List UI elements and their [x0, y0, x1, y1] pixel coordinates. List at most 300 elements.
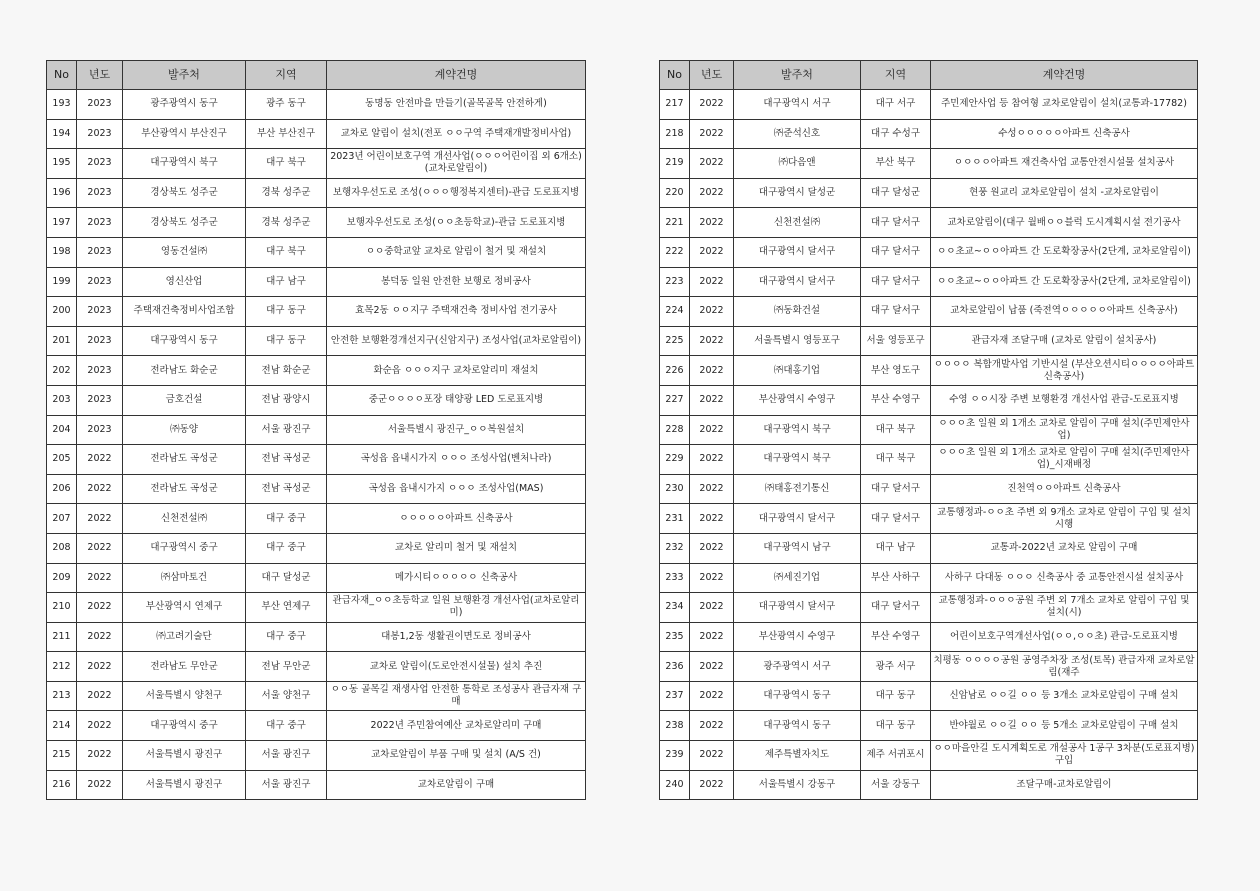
header-col-no: No [660, 61, 690, 90]
table-row [47, 90, 586, 120]
col-client-cell: 대구광역시 중구 [123, 533, 246, 563]
col-client-cell: 대구광역시 북구 [123, 149, 246, 179]
col-contract-cell: 수영 ㅇㅇ시장 주변 보행환경 개선사업 관급-도로표지병 [931, 385, 1198, 415]
table-row [47, 474, 586, 504]
col-no-cell: 230 [660, 474, 690, 504]
col-no-cell: 193 [47, 90, 77, 120]
table-row [660, 178, 1198, 208]
col-year-cell: 2023 [77, 149, 123, 179]
col-year-cell: 2023 [77, 385, 123, 415]
col-no-cell: 228 [660, 415, 690, 445]
table-row [47, 415, 586, 445]
col-client-cell: 전라남도 곡성군 [123, 474, 246, 504]
col-contract-cell: 교차로 알리미 철거 및 재설치 [327, 533, 586, 563]
col-region-cell: 대구 달서구 [861, 297, 931, 327]
col-no-cell: 222 [660, 237, 690, 267]
col-contract-cell: 교차로 알림이 설치(전포 ㅇㅇ구역 주택재개발정비사업) [327, 119, 586, 149]
header-col-no: No [47, 61, 77, 90]
col-region-cell: 대구 달서구 [861, 593, 931, 623]
col-region-cell: 광주 서구 [861, 652, 931, 682]
col-region-cell: 부산 수영구 [861, 622, 931, 652]
table-row [660, 741, 1198, 771]
col-contract-cell: 수성ㅇㅇㅇㅇㅇ아파트 신축공사 [931, 119, 1198, 149]
col-no-cell: 239 [660, 741, 690, 771]
col-region-cell: 서울 광진구 [246, 741, 327, 771]
col-year-cell: 2022 [690, 356, 734, 386]
col-region-cell: 대구 달서구 [861, 267, 931, 297]
col-no-cell: 205 [47, 445, 77, 475]
col-contract-cell: 안전한 보행환경개선지구(신암지구) 조성사업(교차로알림이) [327, 326, 586, 356]
col-contract-cell: ㅇㅇ중학교앞 교차로 알림이 철거 및 재설치 [327, 237, 586, 267]
col-year-cell: 2022 [690, 593, 734, 623]
col-no-cell: 226 [660, 356, 690, 386]
col-client-cell: 서울특별시 광진구 [123, 770, 246, 800]
col-region-cell: 부산 영도구 [861, 356, 931, 386]
col-contract-cell: 진천역ㅇㅇ아파트 신축공사 [931, 474, 1198, 504]
col-no-cell: 199 [47, 267, 77, 297]
col-no-cell: 224 [660, 297, 690, 327]
col-year-cell: 2022 [690, 504, 734, 534]
col-client-cell: ㈜준석신호 [734, 119, 861, 149]
col-year-cell: 2022 [77, 741, 123, 771]
table-row [660, 770, 1198, 800]
table-row [660, 445, 1198, 475]
col-region-cell: 부산 수영구 [861, 385, 931, 415]
col-year-cell: 2022 [690, 90, 734, 120]
col-region-cell: 대구 달서구 [861, 474, 931, 504]
col-client-cell: 대구광역시 달서구 [734, 267, 861, 297]
col-no-cell: 235 [660, 622, 690, 652]
col-contract-cell: ㅇㅇ마을안길 도시계획도로 개설공사 1공구 3차분(도로표지병)구입 [931, 741, 1198, 771]
col-year-cell: 2022 [690, 711, 734, 741]
col-client-cell: 대구광역시 달서구 [734, 237, 861, 267]
table-row [47, 445, 586, 475]
col-year-cell: 2022 [690, 267, 734, 297]
header-col-year: 년도 [77, 61, 123, 90]
col-client-cell: 영동건설㈜ [123, 237, 246, 267]
col-contract-cell: ㅇㅇㅇㅇ 복합개발사업 기반시설 (부산오션시티ㅇㅇㅇㅇ아파트 신축공사) [931, 356, 1198, 386]
col-contract-cell: 반야월로 ㅇㅇ길 ㅇㅇ 등 5개소 교차로알림이 구매 설치 [931, 711, 1198, 741]
col-client-cell: 서울특별시 광진구 [123, 741, 246, 771]
col-no-cell: 196 [47, 178, 77, 208]
table-row [660, 119, 1198, 149]
col-region-cell: 대구 중구 [246, 711, 327, 741]
col-client-cell: 서울특별시 양천구 [123, 681, 246, 711]
col-contract-cell: 보행자우선도로 조성(ㅇㅇ초등학교)-관급 도로표지병 [327, 208, 586, 238]
header-col-year: 년도 [690, 61, 734, 90]
col-client-cell: 대구광역시 북구 [734, 445, 861, 475]
col-no-cell: 197 [47, 208, 77, 238]
table-row [660, 356, 1198, 386]
col-contract-cell: 2022년 주민참여예산 교차로알리미 구매 [327, 711, 586, 741]
col-contract-cell: 교차로알림이 부품 구매 및 설치 (A/S 건) [327, 741, 586, 771]
col-region-cell: 경북 성주군 [246, 208, 327, 238]
table-row [660, 385, 1198, 415]
col-no-cell: 212 [47, 652, 77, 682]
col-year-cell: 2022 [690, 741, 734, 771]
table-row [660, 622, 1198, 652]
col-region-cell: 전남 곡성군 [246, 445, 327, 475]
table-row [47, 237, 586, 267]
col-client-cell: 부산광역시 수영구 [734, 385, 861, 415]
col-year-cell: 2022 [77, 445, 123, 475]
col-year-cell: 2022 [690, 326, 734, 356]
col-region-cell: 대구 중구 [246, 504, 327, 534]
col-year-cell: 2023 [77, 356, 123, 386]
col-region-cell: 대구 남구 [861, 533, 931, 563]
col-region-cell: 대구 동구 [861, 711, 931, 741]
col-no-cell: 215 [47, 741, 77, 771]
col-region-cell: 경북 성주군 [246, 178, 327, 208]
col-no-cell: 214 [47, 711, 77, 741]
col-client-cell: 대구광역시 달서구 [734, 504, 861, 534]
col-no-cell: 219 [660, 149, 690, 179]
header-col-region: 지역 [861, 61, 931, 90]
col-year-cell: 2022 [690, 445, 734, 475]
col-contract-cell: ㅇㅇㅇㅇㅇ아파트 신축공사 [327, 504, 586, 534]
col-region-cell: 부산 사하구 [861, 563, 931, 593]
col-no-cell: 232 [660, 533, 690, 563]
col-year-cell: 2022 [690, 149, 734, 179]
col-region-cell: 대구 북구 [861, 445, 931, 475]
header-col-client: 발주처 [123, 61, 246, 90]
col-contract-cell: 봉덕동 일원 안전한 보행로 정비공사 [327, 267, 586, 297]
col-region-cell: 대구 달성군 [246, 563, 327, 593]
col-contract-cell: 효목2동 ㅇㅇ지구 주택재건축 정비사업 전기공사 [327, 297, 586, 327]
col-contract-cell: ㅇㅇㅇ초 일원 외 1개소 교차로 알림이 구매 설치(주민제안사업)_시재배정 [931, 445, 1198, 475]
table-row [47, 770, 586, 800]
table-row [47, 652, 586, 682]
col-contract-cell: 신암남로 ㅇㅇ길 ㅇㅇ 등 3개소 교차로알림이 구매 설치 [931, 681, 1198, 711]
table-row [47, 504, 586, 534]
table-row [47, 208, 586, 238]
col-region-cell: 대구 달서구 [861, 208, 931, 238]
col-client-cell: 부산광역시 부산진구 [123, 119, 246, 149]
col-region-cell: 대구 달서구 [861, 237, 931, 267]
table-row [47, 119, 586, 149]
col-contract-cell: ㅇㅇ초교~ㅇㅇ아파트 간 도로확장공사(2단계, 교차로알림이) [931, 237, 1198, 267]
table-row [660, 563, 1198, 593]
col-region-cell: 대구 북구 [246, 149, 327, 179]
col-region-cell: 광주 동구 [246, 90, 327, 120]
col-contract-cell: 교차로 알림이(도로안전시설물) 설치 추진 [327, 652, 586, 682]
col-no-cell: 210 [47, 593, 77, 623]
col-client-cell: 신천전설㈜ [734, 208, 861, 238]
col-contract-cell: 교통과-2022년 교차로 알림이 구매 [931, 533, 1198, 563]
col-region-cell: 대구 중구 [246, 622, 327, 652]
col-client-cell: ㈜대홍기업 [734, 356, 861, 386]
header-col-client: 발주처 [734, 61, 861, 90]
header-col-contract: 계약건명 [327, 61, 586, 90]
col-contract-cell: ㅇㅇㅇㅇ아파트 재건축사업 교통안전시설물 설치공사 [931, 149, 1198, 179]
col-no-cell: 200 [47, 297, 77, 327]
col-year-cell: 2022 [690, 297, 734, 327]
table-row [660, 711, 1198, 741]
col-client-cell: 전라남도 곡성군 [123, 445, 246, 475]
col-region-cell: 제주 서귀포시 [861, 741, 931, 771]
col-region-cell: 전남 곡성군 [246, 474, 327, 504]
col-no-cell: 233 [660, 563, 690, 593]
table-row [660, 533, 1198, 563]
col-contract-cell: 곡성읍 읍내시가지 ㅇㅇㅇ 조성사업(MAS) [327, 474, 586, 504]
col-contract-cell: 교통행정과-ㅇㅇ초 주변 외 9개소 교차로 알림이 구입 및 설치 시행 [931, 504, 1198, 534]
col-client-cell: 주택재건축정비사업조합 [123, 297, 246, 327]
col-region-cell: 대구 북구 [246, 237, 327, 267]
col-client-cell: ㈜동양 [123, 415, 246, 445]
col-region-cell: 대구 수성구 [861, 119, 931, 149]
table-row [660, 326, 1198, 356]
col-client-cell: 전라남도 화순군 [123, 356, 246, 386]
col-contract-cell: 중군ㅇㅇㅇㅇ포장 태양광 LED 도로표지병 [327, 385, 586, 415]
table-row [47, 326, 586, 356]
col-no-cell: 206 [47, 474, 77, 504]
table-row [47, 385, 586, 415]
header-row [660, 61, 1198, 90]
col-year-cell: 2022 [690, 533, 734, 563]
col-client-cell: 부산광역시 연제구 [123, 593, 246, 623]
col-no-cell: 203 [47, 385, 77, 415]
col-no-cell: 204 [47, 415, 77, 445]
col-no-cell: 227 [660, 385, 690, 415]
col-contract-cell: 서울특별시 광진구_ㅇㅇ복원설치 [327, 415, 586, 445]
table-row [47, 622, 586, 652]
col-year-cell: 2022 [690, 415, 734, 445]
table-row [660, 237, 1198, 267]
col-year-cell: 2022 [77, 593, 123, 623]
table-row [660, 652, 1198, 682]
col-region-cell: 서울 광진구 [246, 415, 327, 445]
table-row [47, 593, 586, 623]
col-client-cell: 경상북도 성주군 [123, 178, 246, 208]
col-region-cell: 대구 북구 [861, 415, 931, 445]
col-client-cell: 경상북도 성주군 [123, 208, 246, 238]
col-client-cell: ㈜태홍전기통신 [734, 474, 861, 504]
table-row [47, 178, 586, 208]
col-contract-cell: 교차로알림이(대구 월배ㅇㅇ블럭 도시계획시설 전기공사 [931, 208, 1198, 238]
col-client-cell: ㈜고려기술단 [123, 622, 246, 652]
col-year-cell: 2023 [77, 297, 123, 327]
col-contract-cell: ㅇㅇ초교~ㅇㅇ아파트 간 도로확장공사(2단계, 교차로알림이) [931, 267, 1198, 297]
col-year-cell: 2022 [77, 770, 123, 800]
col-year-cell: 2022 [690, 208, 734, 238]
col-year-cell: 2022 [690, 622, 734, 652]
table-row [660, 297, 1198, 327]
col-contract-cell: 교차로알림이 구매 [327, 770, 586, 800]
col-year-cell: 2023 [77, 326, 123, 356]
col-contract-cell: 대봉1,2동 생활권이면도로 정비공사 [327, 622, 586, 652]
contract-table-right [659, 60, 1198, 800]
col-client-cell: 광주광역시 서구 [734, 652, 861, 682]
col-region-cell: 대구 서구 [861, 90, 931, 120]
col-no-cell: 213 [47, 681, 77, 711]
col-year-cell: 2022 [690, 652, 734, 682]
col-client-cell: 영신산업 [123, 267, 246, 297]
col-client-cell: 광주광역시 동구 [123, 90, 246, 120]
col-client-cell: 부산광역시 수영구 [734, 622, 861, 652]
col-client-cell: 대구광역시 동구 [734, 681, 861, 711]
col-year-cell: 2023 [77, 119, 123, 149]
table-row [660, 681, 1198, 711]
col-client-cell: ㈜다음앤 [734, 149, 861, 179]
col-client-cell: 대구광역시 북구 [734, 415, 861, 445]
table-row [660, 267, 1198, 297]
col-year-cell: 2022 [690, 474, 734, 504]
col-no-cell: 240 [660, 770, 690, 800]
table-row [660, 90, 1198, 120]
col-region-cell: 전남 무안군 [246, 652, 327, 682]
col-client-cell: ㈜동화건설 [734, 297, 861, 327]
col-client-cell: 대구광역시 동구 [734, 711, 861, 741]
col-no-cell: 209 [47, 563, 77, 593]
col-year-cell: 2022 [77, 504, 123, 534]
col-year-cell: 2022 [690, 119, 734, 149]
col-region-cell: 전남 광양시 [246, 385, 327, 415]
col-contract-cell: ㅇㅇㅇ초 일원 외 1개소 교차로 알림이 구매 설치(주민제안사업) [931, 415, 1198, 445]
table-row [47, 533, 586, 563]
col-year-cell: 2022 [690, 237, 734, 267]
col-client-cell: 신천전설㈜ [123, 504, 246, 534]
col-region-cell: 서울 양천구 [246, 681, 327, 711]
col-no-cell: 218 [660, 119, 690, 149]
col-year-cell: 2022 [77, 652, 123, 682]
col-contract-cell: 치평동 ㅇㅇㅇㅇ공원 공영주차장 조성(토목) 관급자재 교차로알림(재주 [931, 652, 1198, 682]
col-no-cell: 225 [660, 326, 690, 356]
col-year-cell: 2023 [77, 178, 123, 208]
header-col-contract: 계약건명 [931, 61, 1198, 90]
col-region-cell: 부산 북구 [861, 149, 931, 179]
col-region-cell: 대구 동구 [861, 681, 931, 711]
table-row [660, 208, 1198, 238]
col-region-cell: 대구 중구 [246, 533, 327, 563]
col-year-cell: 2022 [690, 178, 734, 208]
col-contract-cell: 화순읍 ㅇㅇㅇ지구 교차로알리미 재설치 [327, 356, 586, 386]
col-no-cell: 229 [660, 445, 690, 475]
col-client-cell: 서울특별시 영등포구 [734, 326, 861, 356]
col-year-cell: 2023 [77, 237, 123, 267]
col-year-cell: 2023 [77, 90, 123, 120]
col-contract-cell: 현풍 원교리 교차로알림이 설치 -교차로알림이 [931, 178, 1198, 208]
col-client-cell: ㈜삼마토건 [123, 563, 246, 593]
table-row [660, 149, 1198, 179]
col-no-cell: 234 [660, 593, 690, 623]
col-no-cell: 217 [660, 90, 690, 120]
col-region-cell: 부산 부산진구 [246, 119, 327, 149]
col-year-cell: 2022 [690, 770, 734, 800]
col-no-cell: 237 [660, 681, 690, 711]
col-region-cell: 대구 달서구 [861, 504, 931, 534]
col-no-cell: 223 [660, 267, 690, 297]
table-row [47, 267, 586, 297]
col-region-cell: 대구 동구 [246, 326, 327, 356]
col-region-cell: 대구 남구 [246, 267, 327, 297]
table-row [47, 741, 586, 771]
col-contract-cell: 조달구매-교차로알림이 [931, 770, 1198, 800]
header-col-region: 지역 [246, 61, 327, 90]
col-client-cell: 대구광역시 달서구 [734, 593, 861, 623]
col-client-cell: ㈜세진기업 [734, 563, 861, 593]
col-client-cell: 서울특별시 강동구 [734, 770, 861, 800]
col-year-cell: 2022 [77, 681, 123, 711]
col-contract-cell: 보행자우선도로 조성(ㅇㅇㅇ행정복지센터)-관급 도로표지병 [327, 178, 586, 208]
table-row [660, 504, 1198, 534]
col-contract-cell: 메가시티ㅇㅇㅇㅇㅇ 신축공사 [327, 563, 586, 593]
col-no-cell: 216 [47, 770, 77, 800]
col-client-cell: 제주특별자치도 [734, 741, 861, 771]
col-client-cell: 대구광역시 남구 [734, 533, 861, 563]
table-row [47, 356, 586, 386]
col-no-cell: 194 [47, 119, 77, 149]
col-region-cell: 부산 연제구 [246, 593, 327, 623]
table-row [660, 593, 1198, 623]
col-client-cell: 금호건설 [123, 385, 246, 415]
col-contract-cell: 관급자재_ㅇㅇ초등학교 일원 보행환경 개선사업(교차로알리미) [327, 593, 586, 623]
col-region-cell: 대구 동구 [246, 297, 327, 327]
col-contract-cell: 관급자재 조달구매 (교차로 알림이 설치공사) [931, 326, 1198, 356]
col-client-cell: 대구광역시 동구 [123, 326, 246, 356]
col-year-cell: 2023 [77, 208, 123, 238]
col-no-cell: 207 [47, 504, 77, 534]
col-client-cell: 대구광역시 서구 [734, 90, 861, 120]
col-no-cell: 211 [47, 622, 77, 652]
col-no-cell: 195 [47, 149, 77, 179]
col-no-cell: 202 [47, 356, 77, 386]
col-year-cell: 2022 [77, 622, 123, 652]
col-no-cell: 221 [660, 208, 690, 238]
table-row [660, 415, 1198, 445]
table-row [47, 297, 586, 327]
table-row [660, 474, 1198, 504]
table-row [47, 711, 586, 741]
col-no-cell: 231 [660, 504, 690, 534]
table-row [47, 563, 586, 593]
col-region-cell: 서울 광진구 [246, 770, 327, 800]
col-contract-cell: 동명동 안전마을 만들기(골목골목 안전하게) [327, 90, 586, 120]
col-region-cell: 대구 달성군 [861, 178, 931, 208]
col-region-cell: 서울 영등포구 [861, 326, 931, 356]
col-year-cell: 2022 [77, 474, 123, 504]
col-no-cell: 238 [660, 711, 690, 741]
col-no-cell: 201 [47, 326, 77, 356]
col-contract-cell: 사하구 다대동 ㅇㅇㅇ 신축공사 중 교통안전시설 설치공사 [931, 563, 1198, 593]
header-row [47, 61, 586, 90]
col-contract-cell: 교차로알림이 납품 (죽전역ㅇㅇㅇㅇㅇ아파트 신축공사) [931, 297, 1198, 327]
col-contract-cell: ㅇㅇ동 골목길 재생사업 안전한 통학로 조성공사 관급자재 구매 [327, 681, 586, 711]
col-contract-cell: 어린이보호구역개선사업(ㅇㅇ,ㅇㅇ초) 관급-도로표지병 [931, 622, 1198, 652]
col-year-cell: 2022 [690, 563, 734, 593]
col-year-cell: 2023 [77, 267, 123, 297]
col-client-cell: 대구광역시 달성군 [734, 178, 861, 208]
col-year-cell: 2022 [77, 711, 123, 741]
col-client-cell: 전라남도 무안군 [123, 652, 246, 682]
col-contract-cell: 주민제안사업 등 참여형 교차로알림이 설치(교통과-17782) [931, 90, 1198, 120]
col-year-cell: 2023 [77, 415, 123, 445]
col-no-cell: 208 [47, 533, 77, 563]
col-year-cell: 2022 [690, 385, 734, 415]
col-year-cell: 2022 [77, 533, 123, 563]
col-contract-cell: 교통행정과-ㅇㅇㅇ공원 주변 외 7개소 교차로 알림이 구입 및 설치(시) [931, 593, 1198, 623]
table-row [47, 149, 586, 179]
col-year-cell: 2022 [690, 681, 734, 711]
col-no-cell: 236 [660, 652, 690, 682]
col-contract-cell: 곡성읍 읍내시가지 ㅇㅇㅇ 조성사업(벤처나라) [327, 445, 586, 475]
col-no-cell: 198 [47, 237, 77, 267]
col-client-cell: 대구광역시 중구 [123, 711, 246, 741]
col-no-cell: 220 [660, 178, 690, 208]
col-region-cell: 서울 강동구 [861, 770, 931, 800]
table-row [47, 681, 586, 711]
col-region-cell: 전남 화순군 [246, 356, 327, 386]
contract-table-left [46, 60, 586, 800]
